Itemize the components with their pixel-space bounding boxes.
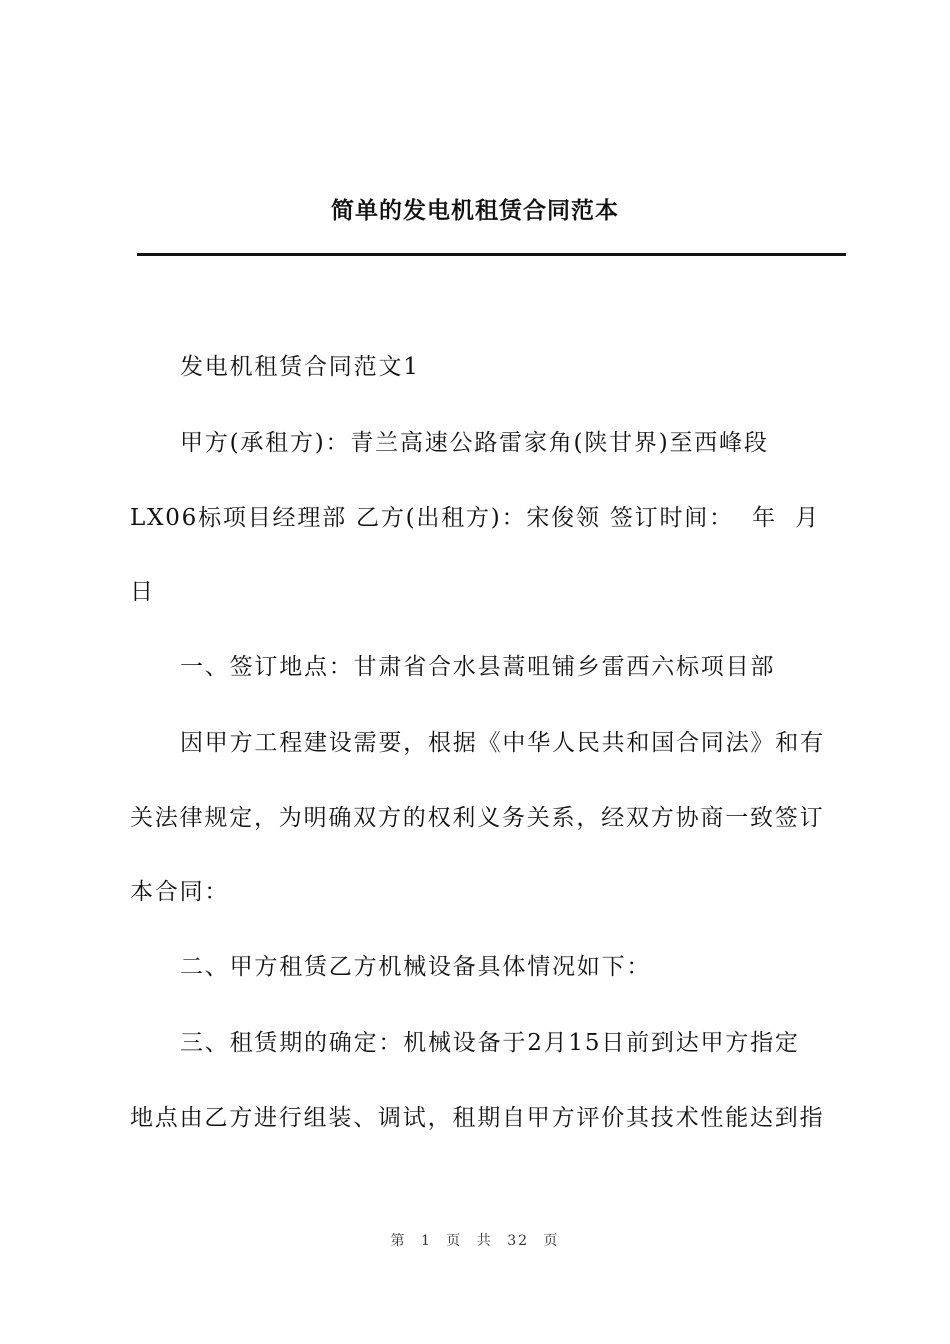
paragraph-location: 一、签订地点：甘肃省合水县蒿咀铺乡雷西六标项目部: [180, 654, 776, 680]
paragraph-party-a: 甲方(承租方)：青兰高速公路雷家角(陕甘界)至西峰段: [180, 430, 769, 456]
paragraph-preamble: 因甲方工程建设需要，根据《中华人民共和国合同法》和有: [180, 730, 825, 756]
page-number-footer: 第 1 页 共 32 页: [390, 1233, 560, 1249]
paragraph-section-3: 三、租赁期的确定：机械设备于2月15日前到达甲方指定: [180, 1030, 800, 1056]
paragraph-party-b: LX06标项目经理部 乙方(出租方)：宋俊领 签订时间： 年 月: [130, 505, 820, 531]
paragraph-heading-1: 发电机租赁合同范文1: [180, 354, 420, 380]
paragraph-preamble-cont-2: 本合同：: [130, 879, 230, 905]
paragraph-section-2: 二、甲方租赁乙方机械设备具体情况如下：: [180, 954, 652, 980]
paragraph-section-3-cont: 地点由乙方进行组装、调试，租期自甲方评价其技术性能达到指: [130, 1105, 825, 1131]
paragraph-preamble-cont-1: 关法律规定，为明确双方的权利义务关系，经双方协商一致签订: [130, 805, 825, 831]
paragraph-party-b-cont: 日: [130, 579, 155, 605]
document-title: 简单的发电机租赁合同范本: [331, 198, 619, 224]
title-divider: [137, 253, 846, 256]
